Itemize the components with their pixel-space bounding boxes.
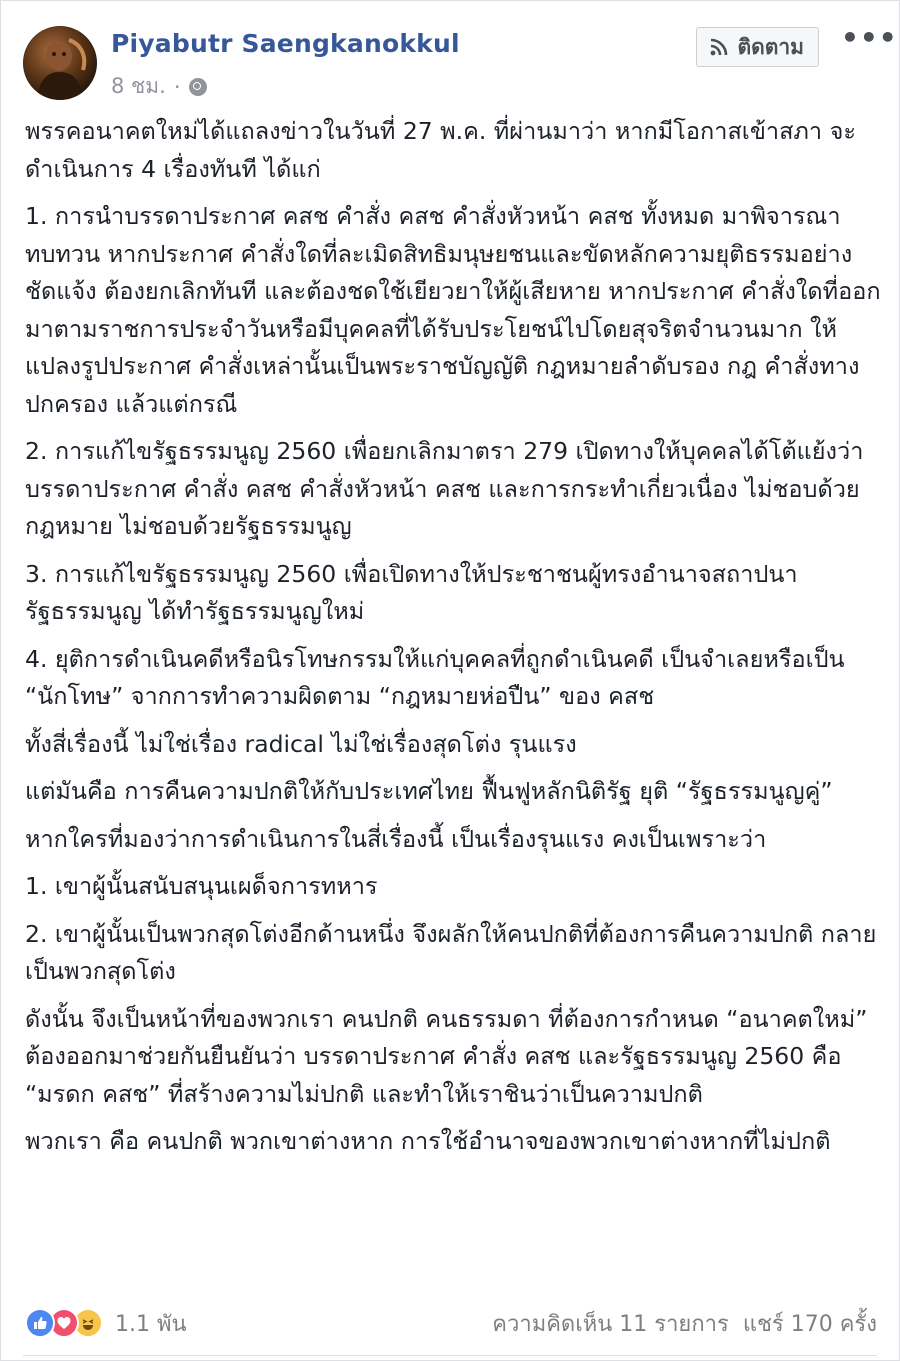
comments-count[interactable]: ความคิดเห็น 11 รายการ [492, 1311, 729, 1337]
post-body [25, 113, 881, 1171]
post-footer [25, 1301, 877, 1345]
like-icon [25, 1308, 55, 1338]
rss-icon [709, 37, 729, 57]
post-paragraph: ดังนั้น จึงเป็นหน้าที่ของพวกเรา คนปกติ คนธรรมดา ที่ต้องการกำหนด “อนาคตใหม่” ต้องออกมาช่วยกันยืนยันว่า บรรดาประกาศ คำสั่ง คสช และรัฐธรรมนูญ 2560 คือ “มรดก คสช” ที่สร้างความไม่ปกติ และทำให้เราชินว่าเป็นความปกติ [25, 1004, 868, 1108]
post-paragraph: ทั้งสี่เรื่องนี้ ไม่ใช่เรื่อง radical ไม่ใช่เรื่องสุดโต่ง รุนแรง [25, 729, 577, 758]
post-paragraph: แต่มันคือ การคืนความปกติให้กับประเทศไทย ฟื้นฟูหลักนิติรัฐ ยุติ “รัฐธรรมนูญคู่” [25, 777, 833, 805]
shares-count[interactable]: แชร์ 170 ครั้ง [742, 1311, 877, 1337]
follow-button[interactable] [696, 27, 819, 67]
post-paragraph: 4. ยุติการดำเนินคดีหรือนิรโทษกรรมให้แก่บุคคลที่ถูกดำเนินคดี เป็นจำเลยหรือเป็น “นักโทษ” จากการทำความผิดตาม “กฎหมายห่อปืน” ของ คสช [25, 644, 845, 710]
post-paragraph: 1. เขาผู้นั้นสนับสนุนเผด็จการทหาร [25, 872, 378, 900]
post-time[interactable]: 8 ชม. [111, 74, 166, 98]
divider [23, 1355, 877, 1356]
reaction-count[interactable]: 1.1 พัน [115, 1311, 187, 1337]
avatar-image [23, 26, 97, 100]
post-paragraph: 2. การแก้ไขรัฐธรรมนูญ 2560 เพื่อยกเลิกมาตรา 279 เปิดทางให้บุคคลได้โต้แย้งว่าบรรดาประกาศ คำสั่ง คสช คำสั่งหัวหน้า คสช และการกระทำเกี่ยวเนื่อง ไม่ชอบด้วยกฎหมาย ไม่ชอบด้วยรัฐธรรมนูญ [25, 437, 864, 540]
post-stats [492, 1306, 877, 1341]
avatar[interactable] [23, 26, 97, 100]
globe-icon[interactable] [189, 78, 207, 96]
post-header [23, 21, 898, 103]
more-options-icon[interactable]: ••• [841, 21, 898, 54]
author-name[interactable]: Piyabutr Saengkanokkul [111, 29, 460, 58]
post-paragraph: หากใครที่มองว่าการดำเนินการในสี่เรื่องนี้ เป็นเรื่องรุนแรง คงเป็นเพราะว่า [25, 824, 767, 853]
post-paragraph: 2. เขาผู้นั้นเป็นพวกสุดโต่งอีกด้านหนึ่ง จึงผลักให้คนปกติที่ต้องการคืนความปกติ กลายเป็นพวกสุดโต่ง [25, 919, 877, 985]
post-paragraph: พรรคอนาคตใหม่ได้แถลงข่าวในวันที่ 27 พ.ค. ที่ผ่านมาว่า หากมีโอกาสเข้าสภา จะดำเนินการ 4 เรื่องทันที ได้แก่ [25, 117, 856, 183]
post-paragraph: 1. การนำบรรดาประกาศ คสช คำสั่ง คสช คำสั่งหัวหน้า คสช ทั้งหมด มาพิจารณาทบทวน หากประกาศ คำสั่งใดที่ละเมิดสิทธิมนุษยชนและขัดหลักความยุติธรรมอย่างชัดแจ้ง ต้องยกเลิกทันที และต้องชดใช้เยียวยาให้ผู้เสียหาย หากประกาศ คำสั่งใดที่ออกมาตามราชการประจำวันหรือมีบุคคลที่ได้รับประโยชน์ไปโดยสุจริตจำนวนมาก ให้แปลงรูปประกาศ คำสั่งเหล่านั้นเป็นพระราชบัญญัติ กฎหมายลำดับรอง กฎ คำสั่งทางปกครอง แล้วแต่กรณี [25, 202, 881, 418]
follow-label: ติดตาม [737, 34, 804, 59]
meta-separator: · [173, 74, 181, 99]
reactions-summary[interactable] [25, 1306, 187, 1341]
post-paragraph: พวกเรา คือ คนปกติ พวกเขาต่างหาก การใช้อำนาจของพวกเขาต่างหากที่ไม่ปกติ [25, 1127, 831, 1155]
post-meta [111, 70, 207, 103]
post-paragraph: 3. การแก้ไขรัฐธรรมนูญ 2560 เพื่อเปิดทางให้ประชาชนผู้ทรงอำนาจสถาปนารัฐธรรมนูญ ได้ทำรัฐธรรมนูญใหม่ [25, 559, 798, 625]
